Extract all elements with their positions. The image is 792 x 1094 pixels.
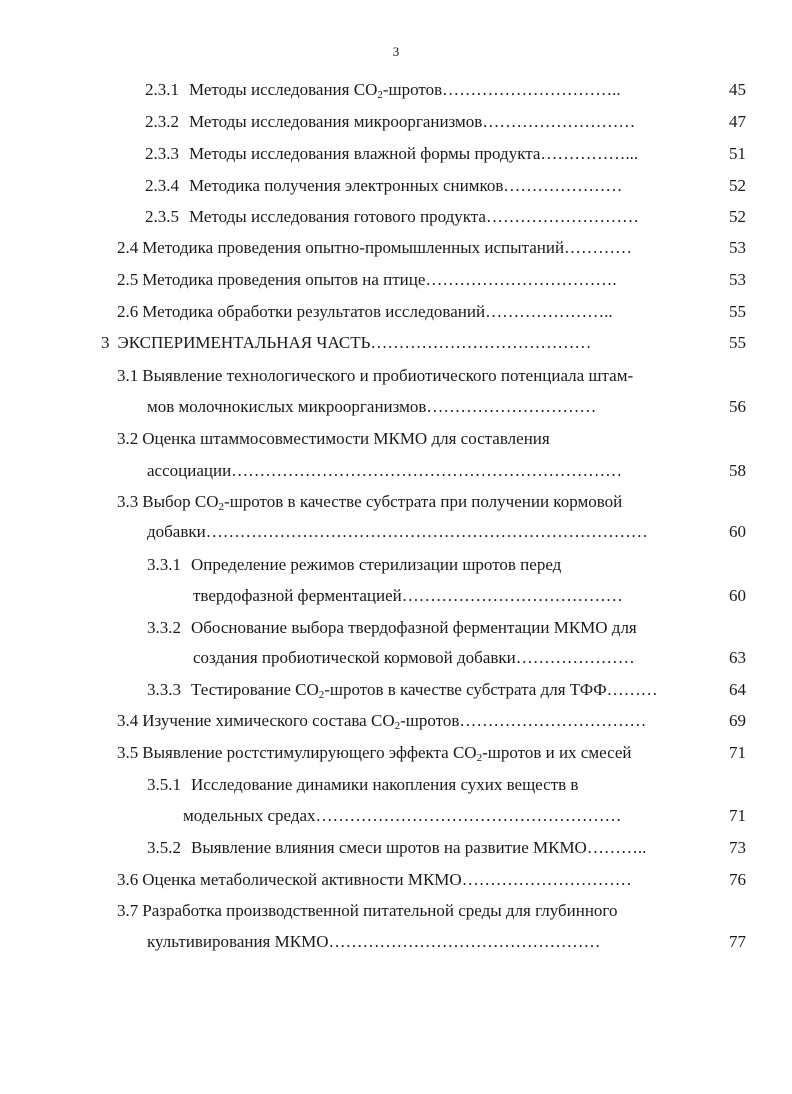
toc-entry-number: 2.3.5 xyxy=(145,207,179,226)
toc-entry-page: 55 xyxy=(729,333,746,352)
toc-entry xyxy=(145,176,622,196)
toc-entry-page: 52 xyxy=(729,207,746,226)
toc-entry-title: Методы исследования $СО_2-шротов\dots\dots\dots\dots\dots\dots\dots\dots\dots\dots$.. xyxy=(189,80,621,101)
toc-entry xyxy=(145,112,635,132)
toc-entry-page: 55 xyxy=(729,302,746,321)
toc-entry-title: ЭКСПЕРИМЕНТАЛЬНАЯ ЧАСТЬ………………………………… xyxy=(117,333,592,352)
toc-entry-number: 2.3.1 xyxy=(145,80,179,99)
toc-entry-title: твердофазной ферментацией………………………………… xyxy=(193,586,623,605)
toc-entry-title: Выявление ростстимулирующего эффекта $СО_2$-шротов и их смесей xyxy=(142,743,632,764)
toc-entry-page: 60 xyxy=(729,522,746,541)
toc-entry xyxy=(117,238,632,258)
toc-entry-page: 53 xyxy=(729,270,746,289)
toc-entry-page: 73 xyxy=(729,838,746,857)
toc-entry-title: Методика обработки результатов исследований………………….. xyxy=(142,302,613,321)
toc-entry-number: 2.6 xyxy=(117,302,139,321)
toc-entry-number: 3.7 xyxy=(117,901,139,920)
toc-entry xyxy=(117,711,646,731)
toc-entry-page: 51 xyxy=(729,144,746,163)
toc-entry-title: Методы исследования микроорганизмов……………………… xyxy=(189,112,636,131)
toc-entry-title: создания пробиотической кормовой добавки………………… xyxy=(193,648,635,667)
toc-entry xyxy=(117,302,613,322)
toc-entry-title: Выбор $СО_2$-шротов в качестве субстрата при получении кормовой xyxy=(142,492,623,513)
toc-entry xyxy=(117,270,617,290)
toc-entry-number: 2.3.2 xyxy=(145,112,179,131)
toc-entry-title: ассоциации…………………………………………………………… xyxy=(147,461,623,480)
toc-entry-number: 2.3.4 xyxy=(145,176,179,195)
toc-entry-title: Методика проведения опытов на птице……………………………. xyxy=(142,270,617,289)
toc-entry-page: 76 xyxy=(729,870,746,889)
toc-entry xyxy=(183,806,622,826)
toc-entry-number: 3.5 xyxy=(117,743,139,762)
toc-entry xyxy=(117,429,550,449)
toc-entry-page: 64 xyxy=(729,680,746,699)
toc-entry xyxy=(145,80,621,100)
toc-entry xyxy=(117,901,617,921)
toc-entry-title: Выявление технологического и пробиотического потенциала штам- xyxy=(142,366,634,385)
toc-entry-title: Оценка метаболической активности МКМО………………………… xyxy=(142,870,632,889)
toc-entry xyxy=(117,492,622,512)
toc-entry-page: 77 xyxy=(729,932,746,951)
toc-entry xyxy=(147,618,637,638)
toc-entry-page: 63 xyxy=(729,648,746,667)
toc-entry-page: 60 xyxy=(729,586,746,605)
toc-entry xyxy=(117,743,631,763)
toc-entry-title: мов молочнокислых микроорганизмов………………………… xyxy=(147,397,597,416)
toc-entry-page: 47 xyxy=(729,112,746,131)
toc-entry-number: 2.4 xyxy=(117,238,139,257)
toc-entry-number: 3.3 xyxy=(117,492,139,511)
toc-entry xyxy=(147,680,658,700)
toc-entry xyxy=(193,648,635,668)
toc-entry xyxy=(193,586,623,606)
toc-entry-page: 56 xyxy=(729,397,746,416)
toc-entry xyxy=(147,461,622,481)
toc-entry-page: 69 xyxy=(729,711,746,730)
toc-entry-title: Исследование динамики накопления сухих веществ в xyxy=(191,775,579,794)
toc-entry-number: 3.1 xyxy=(117,366,139,385)
toc-entry xyxy=(147,775,578,795)
toc-entry-title: Тестирование $СО_2$-шротов в качестве субстрата для ТФФ……… xyxy=(191,680,658,701)
toc-entry-title: Методика получения электронных снимков………………… xyxy=(189,176,623,195)
toc-entry-title: Оценка штаммосовместимости МКМО для составления xyxy=(142,429,550,448)
toc-entry-number: 2.5 xyxy=(117,270,139,289)
toc-entry-title: добавки…………………………………………………………………… xyxy=(147,522,648,541)
toc-entry-title: Разработка производственной питательной среды для глубинного xyxy=(142,901,618,920)
page-number: 3 xyxy=(392,44,400,59)
toc-entry xyxy=(147,932,600,952)
toc-entry-number: 3.6 xyxy=(117,870,139,889)
toc-entry-title: Методы исследования готового продукта……………………… xyxy=(189,207,639,226)
toc-entry xyxy=(145,207,639,227)
toc-entry-title: Изучение химического состава $СО_2-шротов\dots\dots\dots\dots\dots\dots\dots\dots\dots\dots\dots$ xyxy=(142,711,647,732)
toc-entry-page: 52 xyxy=(729,176,746,195)
toc-entry xyxy=(117,870,632,890)
toc-entry-number: 3.3.3 xyxy=(147,680,181,699)
toc-entry-title: Обоснование выбора твердофазной ферментации МКМО для xyxy=(191,618,637,637)
toc-entry xyxy=(147,555,561,575)
toc-entry-number: 3.3.1 xyxy=(147,555,181,574)
toc-entry-number: 3 xyxy=(101,333,110,352)
toc-entry-page: 53 xyxy=(729,238,746,257)
toc-entry xyxy=(117,366,633,386)
toc-entry-title: модельных средах……………………………………………… xyxy=(183,806,622,825)
toc-entry-title: Определение режимов стерилизации шротов перед xyxy=(191,555,562,574)
toc-entry-page: 71 xyxy=(729,806,746,825)
toc-entry-title: Методика проведения опытно-промышленных испытаний………… xyxy=(142,238,633,257)
toc-entry-number: 3.3.2 xyxy=(147,618,181,637)
toc-entry-page: 58 xyxy=(729,461,746,480)
toc-entry-page: 71 xyxy=(729,743,746,762)
toc-entry-number: 3.4 xyxy=(117,711,139,730)
toc-entry-title: Выявление влияния смеси шротов на развитие МКМО……….. xyxy=(191,838,647,857)
toc-entry-page: 45 xyxy=(729,80,746,99)
toc-entry-number: 3.5.1 xyxy=(147,775,181,794)
toc-entry-number: 3.2 xyxy=(117,429,139,448)
toc-entry-title: культивирования МКМО………………………………………… xyxy=(147,932,601,951)
toc-entry xyxy=(147,838,646,858)
toc-entry xyxy=(145,144,638,164)
toc-entry-title: Методы исследования влажной формы продукта……………... xyxy=(189,144,639,163)
toc-entry xyxy=(147,522,648,542)
toc-entry-number: 3.5.2 xyxy=(147,838,181,857)
toc-entry-number: 2.3.3 xyxy=(145,144,179,163)
toc-entry xyxy=(147,397,596,417)
toc-entry xyxy=(101,333,591,353)
